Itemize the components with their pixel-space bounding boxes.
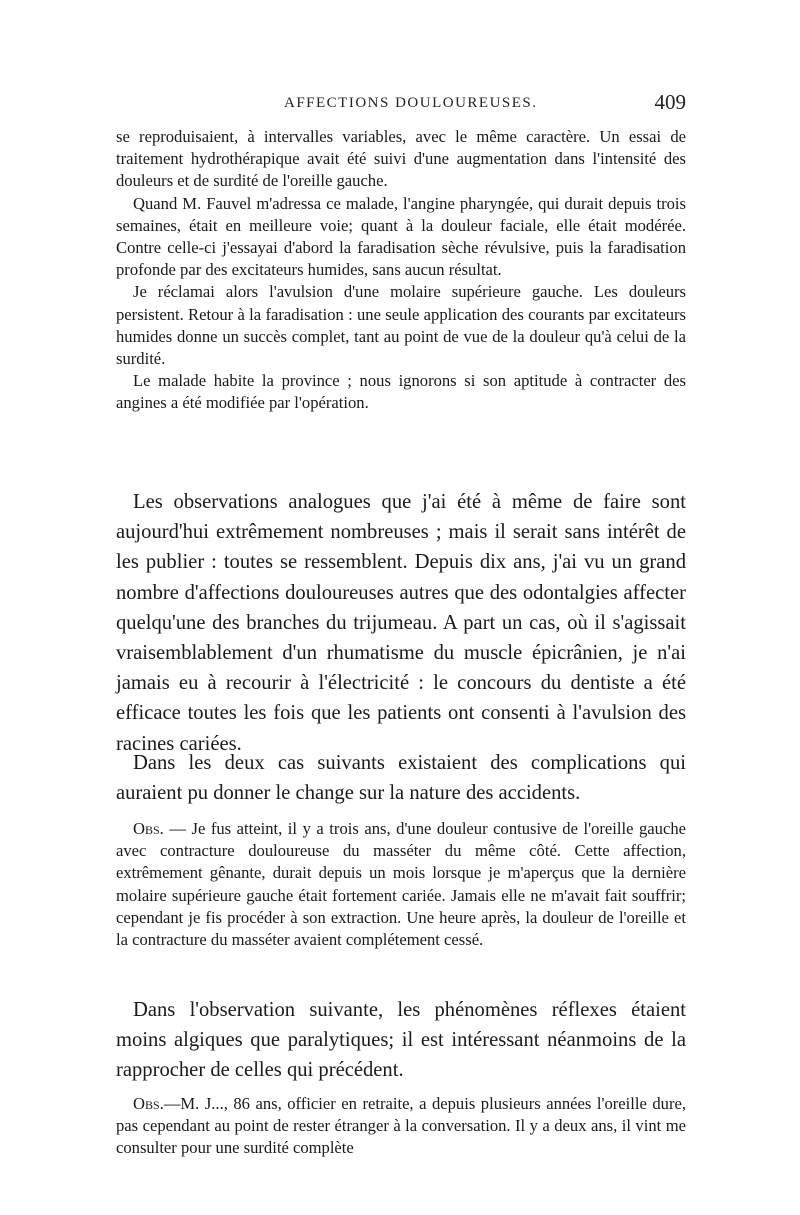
observation-1-text: — Je fus atteint, il y a trois ans, d'une douleur contusive de l'oreille gauche avec contracture douloureuse du masséter du même côté. Cette affection, extrêmement gênante, durait depuis un mois lorsque je m'aperçus que la dernière molaire supérieure gauche était fortement cariée. Jamais elle ne m'avait fait souffrir; cependant je fis procéder à son extraction. Une heure après, la douleur de l'oreille et la contracture du masséter avaient complétement cessé. <box>116 819 686 950</box>
case-paragraph-3: Je réclamai alors l'avulsion d'une molaire supérieure gauche. Les douleurs persistent. Retour à la faradisation : une seule application des courants par excitateurs humides donne un succès complet, tant au point de vue de la douleur qu'à celui de la surdité. <box>116 282 686 369</box>
case-paragraph-1: se reproduisaient, à intervalles variables, avec le même caractère. Un essai de traitement hydrothérapique avait été suivi d'une augmentation dans l'intensité des douleurs et de surdité de l'oreille gauche. <box>116 127 686 191</box>
page-number: 409 <box>654 90 686 114</box>
discussion-paragraph-1 <box>116 487 686 759</box>
case-continuation <box>116 126 686 415</box>
transition-paragraph <box>116 995 686 1086</box>
observation-1-label: Obs. <box>133 819 164 838</box>
case-paragraph-2: Quand M. Fauvel m'adressa ce malade, l'angine pharyngée, qui durait depuis trois semaines, était en meilleure voie; quant à la douleur faciale, elle était modérée. Contre celle-ci j'essayai d'abord la faradisation sèche révulsive, puis la faradisation profonde par des excitateurs humides, sans aucun résultat. <box>116 193 686 280</box>
case-paragraph-4: Le malade habite la province ; nous ignorons si son aptitude à contracter des angines a été modifiée par l'opération. <box>116 371 686 413</box>
discussion-paragraph-2 <box>116 748 686 808</box>
discussion-text-2: Dans les deux cas suivants existaient des complications qui auraient pu donner le change sur la nature des accidents. <box>116 752 686 805</box>
observation-2-text: —M. J..., 86 ans, officier en retraite, a depuis plusieurs années l'oreille dure, pas cependant au point de rester étranger à la conversation. Il y a deux ans, il vint me consulter pour une surdité complète <box>116 1094 686 1158</box>
discussion-text-1: Les observations analogues que j'ai été à même de faire sont aujourd'hui extrêmement nombreuses ; mais il serait sans intérêt de les publier : toutes se ressemblent. Depuis dix ans, j'ai vu un grand nombre d'affections douloureuses autres que des odontalgies affecter quelqu'une des branches du trijumeau. A part un cas, où il s'agissait vraisemblablement d'un rhumatisme du muscle épicrânien, je n'ai jamais eu à recourir à l'électricité : le concours du dentiste a été efficace toutes les fois que les patients ont consenti à l'avulsion des racines cariées. <box>116 491 686 755</box>
page-header <box>116 90 686 120</box>
transition-text: Dans l'observation suivante, les phénomènes réflexes étaient moins algiques que paralytiques; il est intéressant néanmoins de la rapprocher de celles qui précédent. <box>116 999 686 1082</box>
observation-2 <box>116 1093 686 1160</box>
observation-1 <box>116 818 686 951</box>
observation-2-label: Obs. <box>133 1094 164 1113</box>
running-title: AFFECTIONS DOULOUREUSES. <box>284 95 538 111</box>
